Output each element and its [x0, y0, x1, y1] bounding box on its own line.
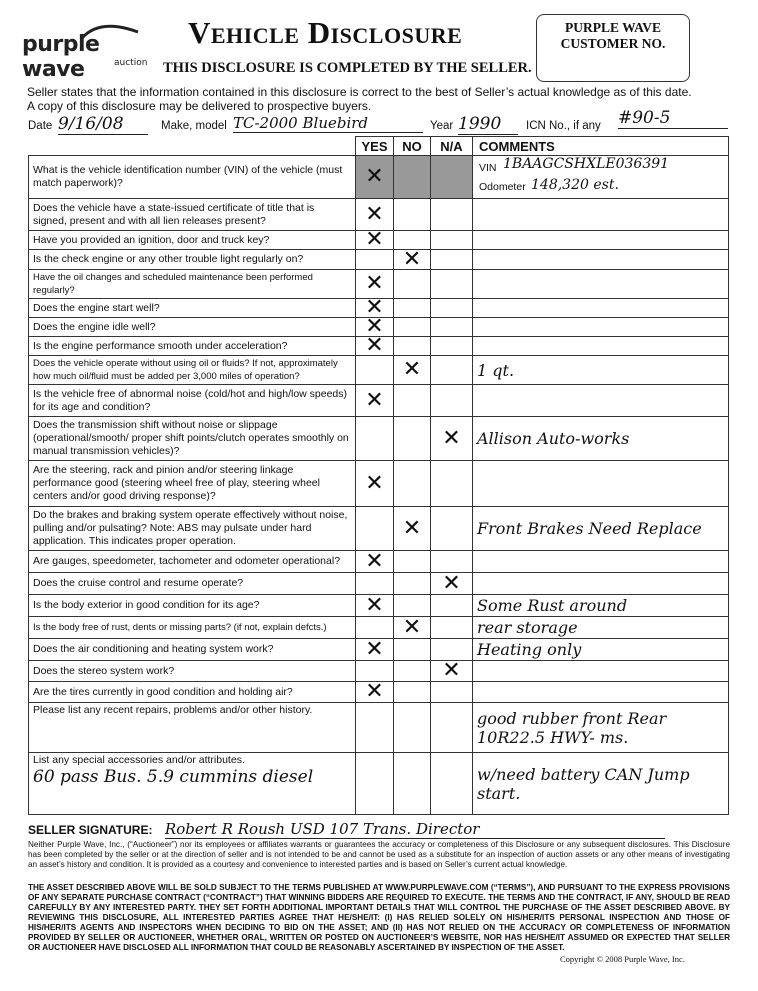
- no-cell[interactable]: [394, 318, 431, 337]
- vin-value: 1BAAGCSHXLE036391: [503, 156, 670, 172]
- table-row: [29, 156, 729, 199]
- copyright: Copyright © 2008 Purple Wave, Inc.: [560, 954, 685, 964]
- legal-terms: THE ASSET DESCRIBED ABOVE WILL BE SOLD SUBJECT TO THE TERMS PUBLISHED AT WWW.PURPLEWAVE.COM (“TERMS”), AND PURSUANT TO THE EXPRESS PROVISIONS OF ANY SEPARATE PURCHASE CONTRACT (“CONTRACT”) THAT WINNING BIDDERS ARE REQUIRED TO EXECUTE. THE TERMS AND THE CONTRACT, IF ANY, SHOULD BE READ CAREFULLY BY ANY INTERESTED PARTY. THEY SET FORTH ADDITIONAL IMPORTANT DETAILS THAT WILL CONTROL THE PURCHASE OF THE ASSET DESCRIBED ABOVE. BY REVIEWING THIS DISCLOSURE, ALL INTERESTED PARTIES AGREE THAT HE/SHE/IT: (I) HAS RELIED SOLELY ON HIS/HER/ITS PERSONAL INSPECTION AND THOSE OF HIS/HER/ITS AGENTS AND INSPECTORS WHEN DECIDING TO BID ON THE ASSET; AND (II) HAS NOT RELIED ON THE ACCURACY OR COMPLETENESS OF INFORMATION PROVIDED BY SELLER OR AUCTIONEER, WHETHER ORAL, WRITTEN OR POSTED ON AUCTIONEER’S WEBSITE, NOR HAS HE/SHE/IT ASSUMED OR EXPECTED THAT SELLER OR AUCTIONEER HAVE DISCLOSED ALL INFORMATION THAT COULD BE REASONABLY ASCERTAINED BY INSPECTION OF THE ASSET.: [28, 883, 730, 952]
- comment-cell[interactable]: [473, 573, 729, 595]
- comment-cell[interactable]: [473, 337, 729, 356]
- accessories-text: 60 pass Bus. 5.9 cummins diesel: [33, 767, 314, 787]
- comment-cell[interactable]: Allison Auto-works: [473, 417, 729, 461]
- logo-wordmark: purple wave: [22, 32, 100, 82]
- yes-cell[interactable]: ✕: [356, 156, 394, 199]
- comment-cell[interactable]: [473, 270, 729, 299]
- no-cell[interactable]: [394, 156, 431, 199]
- no-cell[interactable]: [394, 573, 431, 595]
- no-cell[interactable]: [394, 299, 431, 318]
- na-cell[interactable]: [431, 617, 473, 639]
- no-cell[interactable]: [394, 595, 431, 617]
- yes-cell[interactable]: [356, 573, 394, 595]
- comment-cell[interactable]: [473, 461, 729, 507]
- yes-cell[interactable]: ✕: [356, 551, 394, 573]
- comments-header: COMMENTS: [473, 137, 729, 156]
- yes-cell[interactable]: [356, 617, 394, 639]
- question-text: Is the vehicle free of abnormal noise (cold/hot and high/low speeds) for its age and condition?: [29, 385, 356, 417]
- date-field[interactable]: 9/16/08: [58, 114, 148, 135]
- no-cell[interactable]: [394, 461, 431, 507]
- vehicle-info-row: [28, 108, 728, 134]
- table-row: [29, 551, 729, 573]
- table-row: [29, 385, 729, 417]
- odometer-label: Odometer: [479, 181, 526, 193]
- na-cell[interactable]: [431, 356, 473, 385]
- customer-box-line1: PURPLE WAVE: [565, 20, 661, 35]
- question-text: Is the engine performance smooth under acceleration?: [29, 337, 356, 356]
- question-text: Have the oil changes and scheduled maintenance been performed regularly?: [29, 270, 356, 299]
- yes-cell[interactable]: ✕: [356, 231, 394, 250]
- na-cell[interactable]: [431, 507, 473, 551]
- table-row: [29, 417, 729, 461]
- yes-cell[interactable]: ✕: [356, 595, 394, 617]
- no-cell[interactable]: ✕: [394, 356, 431, 385]
- table-row: [29, 703, 729, 753]
- comment-cell[interactable]: [473, 231, 729, 250]
- no-cell[interactable]: [394, 385, 431, 417]
- no-cell[interactable]: ✕: [394, 617, 431, 639]
- na-cell[interactable]: ✕: [431, 573, 473, 595]
- question-text: Are gauges, speedometer, tachometer and odometer operational?: [29, 551, 356, 573]
- question-text: Please list any recent repairs, problems and/or other history.: [29, 703, 356, 753]
- na-cell[interactable]: [431, 156, 473, 199]
- intro-line-2: A copy of this disclosure may be delivered to prospective buyers.: [27, 99, 372, 113]
- na-cell[interactable]: [431, 231, 473, 250]
- yes-cell[interactable]: [356, 507, 394, 551]
- comment-cell[interactable]: w/need battery CAN Jump start.: [473, 753, 729, 815]
- comment-cell[interactable]: Front Brakes Need Replace: [473, 507, 729, 551]
- table-row: [29, 250, 729, 270]
- na-cell[interactable]: [431, 270, 473, 299]
- na-cell[interactable]: [431, 703, 473, 753]
- na-cell[interactable]: [431, 753, 473, 815]
- question-text: Is the body exterior in good condition for its age?: [29, 595, 356, 617]
- question-text: Do the brakes and braking system operate effectively without noise, pulling and/or pulsating? Note: ABS may pulsate under hard application. This indicates proper operation.: [29, 507, 356, 551]
- disclosure-table: [28, 136, 729, 815]
- na-cell[interactable]: [431, 595, 473, 617]
- make-label: Make, model: [161, 120, 227, 132]
- na-cell[interactable]: [431, 337, 473, 356]
- no-cell[interactable]: [394, 661, 431, 682]
- logo-subtext: auction: [114, 58, 148, 68]
- vin-label: VIN: [479, 162, 497, 174]
- na-cell[interactable]: [431, 250, 473, 270]
- question-header: [29, 137, 356, 156]
- yes-cell[interactable]: [356, 250, 394, 270]
- yes-cell[interactable]: ✕: [356, 337, 394, 356]
- comment-cell[interactable]: Heating only: [473, 639, 729, 661]
- comment-cell[interactable]: [473, 250, 729, 270]
- disclaimer-text: Neither Purple Wave, Inc., (“Auctioneer”) nor its employees or affiliates warrants or guarantees the accuracy or completeness of this Disclosure or any subsequent disclosures. This Disclosure has been completed by the seller or at the direction of seller and is not intended to be and cannot be used as a substitute for an inspection of auction assets or any other means of investigating an asset’s history and condition. It is provided as a courtesy and convenience to interested parties and is based on Seller’s current actual knowledge.: [28, 840, 730, 869]
- question-text: Does the vehicle operate without using oil or fluids? If not, approximately how much oil/fluid must be added per 3,000 miles of operation?: [29, 356, 356, 385]
- na-cell[interactable]: ✕: [431, 661, 473, 682]
- intro-line-1: Seller states that the information contained in this disclosure is correct to the best of Seller’s actual knowledge as of this date.: [27, 85, 692, 99]
- signature-label: SELLER SIGNATURE:: [28, 823, 153, 837]
- purple-wave-logo: [22, 22, 152, 82]
- year-label: Year: [430, 120, 454, 132]
- question-text: Have you provided an ignition, door and truck key?: [29, 231, 356, 250]
- yes-cell[interactable]: ✕: [356, 682, 394, 703]
- table-row: [29, 573, 729, 595]
- question-text: Does the air conditioning and heating system work?: [29, 639, 356, 661]
- table-row: [29, 199, 729, 231]
- yes-cell[interactable]: ✕: [356, 639, 394, 661]
- question-text: What is the vehicle identification number (VIN) of the vehicle (must match paperwork)?: [29, 156, 356, 199]
- na-cell[interactable]: [431, 551, 473, 573]
- question-text: Is the check engine or any other trouble light regularly on?: [29, 250, 356, 270]
- comment-cell[interactable]: [473, 199, 729, 231]
- vin-odometer-cell[interactable]: [473, 156, 729, 199]
- question-text: Are the tires currently in good condition and holding air?: [29, 682, 356, 703]
- signature-row: [28, 820, 728, 839]
- no-cell[interactable]: ✕: [394, 250, 431, 270]
- year-field[interactable]: 1990: [458, 114, 518, 135]
- comment-cell[interactable]: 1 qt.: [473, 356, 729, 385]
- icn-label: ICN No., if any: [526, 120, 601, 132]
- comment-cell[interactable]: Some Rust around: [473, 595, 729, 617]
- yes-cell[interactable]: ✕: [356, 318, 394, 337]
- yes-cell[interactable]: [356, 417, 394, 461]
- comment-cell[interactable]: [473, 385, 729, 417]
- no-cell[interactable]: [394, 703, 431, 753]
- na-cell[interactable]: [431, 318, 473, 337]
- question-text: Does the vehicle have a state-issued certificate of title that is signed, present and with all lien releases present?: [29, 199, 356, 231]
- page-title: [188, 15, 462, 51]
- signature-field[interactable]: Robert R Roush USD 107 Trans. Director: [165, 820, 665, 839]
- page-subtitle: THIS DISCLOSURE IS COMPLETED BY THE SELLER.: [163, 60, 532, 76]
- table-row: [29, 617, 729, 639]
- question-text: Is the body free of rust, dents or missing parts? (if not, explain defcts.): [29, 617, 356, 639]
- no-cell[interactable]: [394, 551, 431, 573]
- yes-cell[interactable]: ✕: [356, 385, 394, 417]
- yes-cell[interactable]: ✕: [356, 461, 394, 507]
- customer-number-box[interactable]: [536, 14, 690, 82]
- question-text: Are the steering, rack and pinion and/or steering linkage performance good (steering wheel free of play, steering wheel centers and/or good driving response)?: [29, 461, 356, 507]
- na-cell[interactable]: [431, 299, 473, 318]
- odometer-value: 148,320 est.: [531, 177, 619, 193]
- question-text: Does the stereo system work?: [29, 661, 356, 682]
- table-row: [29, 356, 729, 385]
- no-header: NO: [394, 137, 431, 156]
- table-row: [29, 461, 729, 507]
- comment-cell[interactable]: good rubber front Rear 10R22.5 HWY- ms.: [473, 703, 729, 753]
- question-text: Does the engine start well?: [29, 299, 356, 318]
- table-row: [29, 595, 729, 617]
- question-text: List any special accessories and/or attributes. 60 pass Bus. 5.9 cummins diesel: [29, 753, 356, 815]
- table-row: [29, 639, 729, 661]
- table-row: [29, 231, 729, 250]
- yes-cell[interactable]: ✕: [356, 299, 394, 318]
- no-cell[interactable]: [394, 639, 431, 661]
- question-text: Does the cruise control and resume operate?: [29, 573, 356, 595]
- na-cell[interactable]: [431, 199, 473, 231]
- icn-field[interactable]: #90-5: [618, 108, 728, 129]
- comment-cell[interactable]: [473, 682, 729, 703]
- table-row: [29, 507, 729, 551]
- table-row: [29, 337, 729, 356]
- comment-cell[interactable]: [473, 661, 729, 682]
- make-model-field[interactable]: TC-2000 Bluebird: [233, 114, 423, 133]
- comment-cell[interactable]: [473, 551, 729, 573]
- table-row: [29, 753, 729, 815]
- no-cell[interactable]: [394, 337, 431, 356]
- no-cell[interactable]: ✕: [394, 507, 431, 551]
- na-cell[interactable]: [431, 682, 473, 703]
- question-text: Does the engine idle well?: [29, 318, 356, 337]
- no-cell[interactable]: [394, 270, 431, 299]
- title-text: Vehicle Disclosure: [188, 15, 463, 50]
- yes-header: YES: [356, 137, 394, 156]
- no-cell[interactable]: [394, 417, 431, 461]
- yes-cell[interactable]: [356, 703, 394, 753]
- comment-cell[interactable]: [473, 318, 729, 337]
- table-header-row: [29, 137, 729, 156]
- yes-cell[interactable]: ✕: [356, 199, 394, 231]
- question-text: Does the transmission shift without noise or slippage (operational/smooth/ proper shift points/clutch operates smoothly on manual transmission vehicles)?: [29, 417, 356, 461]
- na-cell[interactable]: ✕: [431, 417, 473, 461]
- yes-cell[interactable]: [356, 356, 394, 385]
- comment-cell[interactable]: rear storage: [473, 617, 729, 639]
- na-cell[interactable]: [431, 385, 473, 417]
- na-cell[interactable]: [431, 461, 473, 507]
- no-cell[interactable]: [394, 199, 431, 231]
- comment-cell[interactable]: [473, 299, 729, 318]
- no-cell[interactable]: [394, 753, 431, 815]
- table-row: [29, 682, 729, 703]
- na-header: N/A: [431, 137, 473, 156]
- yes-cell[interactable]: ✕: [356, 270, 394, 299]
- date-label: Date: [28, 120, 53, 132]
- no-cell[interactable]: [394, 682, 431, 703]
- customer-box-line2: CUSTOMER NO.: [560, 36, 666, 51]
- yes-cell[interactable]: [356, 753, 394, 815]
